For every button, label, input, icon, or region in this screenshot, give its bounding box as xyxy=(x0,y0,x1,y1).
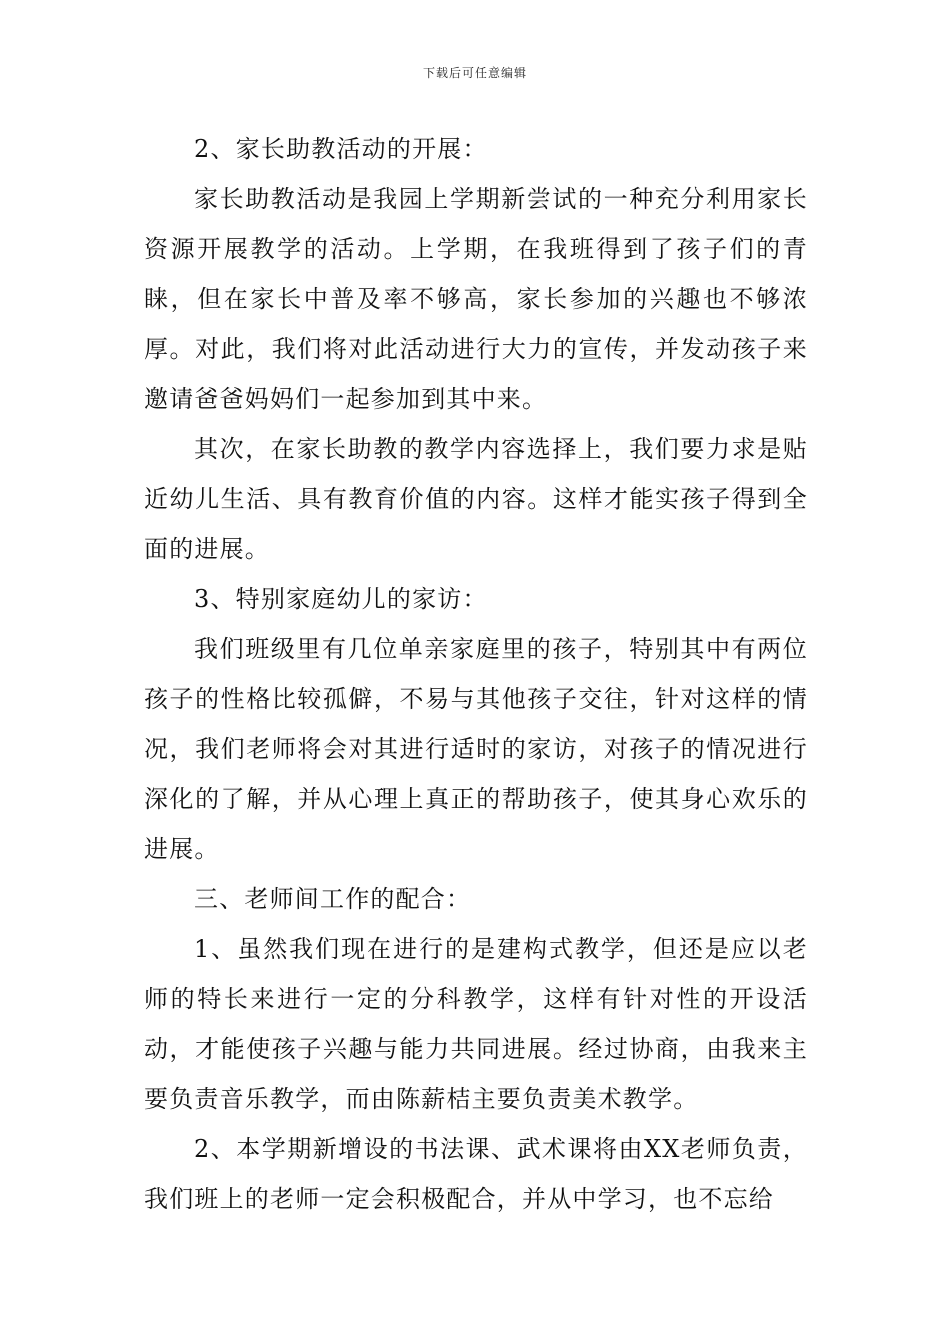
paragraph-heading-home-visits: 3、特别家庭幼儿的家访： xyxy=(194,585,488,613)
paragraph-heading-parent-assistant: 2、家长助教活动的开展： xyxy=(194,135,488,163)
paragraph-heading-teacher-cooperation: 三、老师间工作的配合： xyxy=(194,885,472,913)
paragraph-parent-assistant-intro: 家长助教活动是我园上学期新尝试的一种充分利用家长资源开展教学的活动。上学期，在我班得到了孩子们的青睐，但在家长中普及率不够高，家长参加的兴趣也不够浓厚。对此，我们将对此活动进行大力的宣传，并发动孩子来邀请爸爸妈妈们一起参加到其中来。 xyxy=(144,185,808,413)
paragraph-subject-division: 1、虽然我们现在进行的是建构式教学，但还是应以老师的特长来进行一定的分科教学，这样有针对性的开设活动，才能使孩子兴趣与能力共同进展。经过协商，由我来主要负责音乐教学，而由陈薪桔主要负责美术教学。 xyxy=(144,935,808,1113)
paragraph-home-visits: 我们班级里有几位单亲家庭里的孩子，特别其中有两位孩子的性格比较孤僻，不易与其他孩子交往，针对这样的情况，我们老师将会对其进行适时的家访，对孩子的情况进行深化的了解，并从心理上真正的帮助孩子，使其身心欢乐的进展。 xyxy=(144,635,808,863)
paragraph-content-selection: 其次，在家长助教的教学内容选择上，我们要力求是贴近幼儿生活、具有教育价值的内容。这样才能实孩子得到全面的进展。 xyxy=(144,435,808,563)
page-header-note: 下载后可任意编辑 xyxy=(422,66,527,80)
document-body xyxy=(144,124,808,1224)
paragraph-new-courses: 2、本学期新增设的书法课、武术课将由XX老师负责，我们班上的老师一定会积极配合，并从中学习，也不忘给 xyxy=(144,1135,808,1213)
